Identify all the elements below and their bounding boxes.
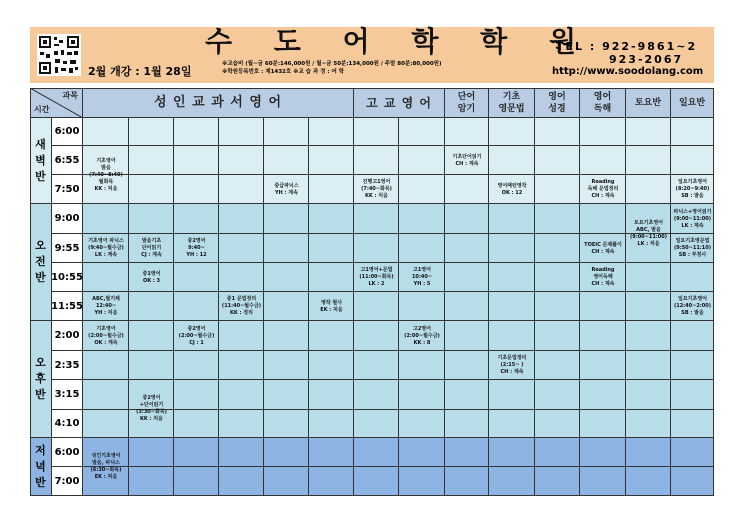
schedule-cell: [219, 351, 264, 380]
schedule-cell: [399, 351, 445, 380]
header-col-seonggyeong: 영어 성경: [535, 88, 580, 118]
schedule-cell: [580, 292, 626, 321]
class-entry-e21: 영작 필사 EK : 처음: [320, 299, 343, 313]
schedule-cell: [174, 263, 219, 292]
time-cell: 2:00: [52, 321, 83, 351]
schedule-cell: [626, 118, 671, 146]
schedule-cell: [354, 234, 399, 263]
schedule-cell: [535, 467, 580, 496]
time-cell: 2:35: [52, 351, 83, 380]
schedule-cell: [580, 351, 626, 380]
schedule-cell: [219, 175, 264, 204]
class-entry-e9: 발음기초 단어읽기 CJ : 계속: [141, 238, 162, 258]
fee-info: [222, 60, 442, 76]
schedule-cell: [219, 118, 264, 146]
schedule-cell: [535, 263, 580, 292]
schedule-cell: [399, 410, 445, 438]
schedule-cell: [83, 204, 129, 234]
class-entry-e18: Reading 영어독해 CH : 계속: [591, 267, 615, 287]
schedule-cell: [445, 321, 489, 351]
schedule-cell: [219, 263, 264, 292]
time-cell: 3:15: [52, 380, 83, 410]
schedule-cell: [264, 118, 309, 146]
class-entry-e24: 중2영어 (2:00~월수금) CJ : 1: [178, 325, 215, 346]
schedule-cell: [626, 438, 671, 467]
schedule-cell: [671, 118, 714, 146]
class-entry-e26: 기초문법정리 (2:15~ ) CH : 계속: [497, 355, 527, 375]
schedule-cell: [671, 467, 714, 496]
academy-title: 수 도 어 학 학 원: [205, 25, 593, 58]
schedule-cell: [445, 410, 489, 438]
schedule-cell: [445, 467, 489, 496]
corner-cell: [30, 88, 83, 118]
schedule-cell: [129, 175, 174, 204]
schedule-cell: [535, 380, 580, 410]
time-cell: 7:50: [52, 175, 83, 204]
class-entry-e14: 일요기초영문법 (9:50~11:10) SB : 부정사: [673, 238, 712, 258]
class-entry-e2: 중급파닉스 YH : 계속: [274, 182, 299, 196]
class-entry-e6: Reading 독해 문법정리 CH : 계속: [587, 179, 619, 199]
time-cell: 6:55: [52, 146, 83, 175]
schedule-cell: [580, 146, 626, 175]
class-entry-e7: 일요기초영어 (8:20~9:40) SB : 발음: [675, 179, 710, 199]
schedule-cell: [174, 438, 219, 467]
header-col-gicho: 기초 영문법: [489, 88, 535, 118]
schedule-cell: [174, 351, 219, 380]
schedule-cell: [535, 175, 580, 204]
schedule-cell: [489, 234, 535, 263]
class-entry-e3: 진행고1영어 (7:40~화목) KK : 처음: [361, 179, 392, 199]
schedule-cell: [671, 351, 714, 380]
class-entry-e22: 일요기초영어 (12:40~2:00) SB : 발음: [673, 296, 712, 316]
schedule-cell: [219, 410, 264, 438]
class-entry-e12: 토요기초영어 ABC, 발음 (9:00~11:00) LK : 처음: [629, 219, 668, 247]
time-cell: 6:00: [52, 438, 83, 467]
schedule-cell: [264, 380, 309, 410]
period-label-3: 저 녁 반: [30, 438, 52, 496]
schedule-cell: [671, 263, 714, 292]
schedule-cell: [219, 380, 264, 410]
schedule-cell: [174, 118, 219, 146]
schedule-cell: [671, 321, 714, 351]
schedule-cell: [626, 467, 671, 496]
schedule-cell: [580, 467, 626, 496]
schedule-cell: [264, 410, 309, 438]
schedule-cell: [309, 380, 354, 410]
schedule-cell: [354, 467, 399, 496]
time-cell: 9:55: [52, 234, 83, 263]
schedule-cell: [399, 380, 445, 410]
schedule-cell: [535, 234, 580, 263]
schedule-cell: [309, 263, 354, 292]
schedule-cell: [535, 292, 580, 321]
schedule-cell: [174, 204, 219, 234]
schedule-cell: [174, 146, 219, 175]
schedule-cell: [399, 175, 445, 204]
schedule-cell: [626, 146, 671, 175]
schedule-cell: [535, 118, 580, 146]
schedule-cell: [445, 204, 489, 234]
fee-line: ※교습비 (월~금 60분:146,000원 / 월~금 50분:134,000원 / 주말 80분:80,000원): [222, 61, 442, 67]
schedule-cell: [219, 234, 264, 263]
schedule-cell: [309, 175, 354, 204]
schedule-cell: [535, 321, 580, 351]
schedule-cell: [309, 204, 354, 234]
corner-time-label: 시간: [34, 105, 50, 114]
schedule-cell: [445, 292, 489, 321]
schedule-cell: [445, 380, 489, 410]
schedule-cell: [399, 292, 445, 321]
schedule-cell: [445, 118, 489, 146]
schedule-cell: [399, 204, 445, 234]
schedule-cell: [129, 204, 174, 234]
schedule-cell: [626, 380, 671, 410]
schedule-cell: [219, 438, 264, 467]
schedule-cell: [354, 292, 399, 321]
opening-date: 2월 개강 : 1월 28일: [88, 65, 192, 78]
schedule-cell: [445, 234, 489, 263]
schedule-cell: [264, 234, 309, 263]
schedule-cell: [580, 410, 626, 438]
class-entry-e20: 중1 문법정리 (11:40~월수금) KK : 정리: [221, 296, 262, 316]
schedule-cell: [83, 118, 129, 146]
schedule-cell: [626, 410, 671, 438]
schedule-cell: [535, 438, 580, 467]
schedule-cell: [489, 321, 535, 351]
schedule-cell: [354, 118, 399, 146]
schedule-cell: [309, 234, 354, 263]
time-cell: 6:00: [52, 118, 83, 146]
schedule-cell: [129, 292, 174, 321]
schedule-cell: [671, 380, 714, 410]
schedule-cell: [309, 351, 354, 380]
schedule-cell: [580, 380, 626, 410]
header-col-gogyo: 고 교 영 어: [354, 88, 445, 118]
class-entry-e11: TOEIC 문제풀이 CH : 계속: [584, 241, 622, 255]
time-cell: 9:00: [52, 204, 83, 234]
schedule-cell: [83, 351, 129, 380]
schedule-cell: [399, 118, 445, 146]
tel-line-2: 923-2067: [609, 53, 684, 66]
schedule-cell: [489, 380, 535, 410]
schedule-cell: [489, 204, 535, 234]
header-col-danuh: 단어 암기: [445, 88, 489, 118]
schedule-cell: [83, 380, 129, 410]
schedule-cell: [264, 292, 309, 321]
schedule-cell: [580, 438, 626, 467]
schedule-cell: [264, 467, 309, 496]
schedule-cell: [399, 146, 445, 175]
schedule-cell: [174, 467, 219, 496]
time-cell: 11:55: [52, 292, 83, 321]
schedule-cell: [489, 467, 535, 496]
schedule-cell: [626, 175, 671, 204]
schedule-cell: [489, 410, 535, 438]
schedule-cell: [174, 380, 219, 410]
schedule-cell: [489, 438, 535, 467]
schedule-cell: [626, 351, 671, 380]
schedule-cell: [83, 263, 129, 292]
schedule-cell: [219, 204, 264, 234]
website-url: http://www.soodolang.com: [552, 66, 704, 77]
schedule-cell: [626, 292, 671, 321]
schedule-cell: [129, 351, 174, 380]
schedule-cell: [129, 438, 174, 467]
class-entry-e15: 중1영어 OK : 3: [142, 270, 161, 284]
schedule-cell: [264, 321, 309, 351]
schedule-cell: [309, 118, 354, 146]
header-col-sungin: 성 인 교 과 서 영 어: [83, 88, 354, 118]
schedule-cell: [174, 410, 219, 438]
schedule-cell: [489, 263, 535, 292]
schedule-cell: [445, 438, 489, 467]
schedule-cell: [354, 321, 399, 351]
class-entry-e8: 기초영어 파닉스 (9:40~월수금) LK : 계속: [88, 238, 124, 258]
schedule-cell: [580, 204, 626, 234]
schedule-cell: [399, 467, 445, 496]
schedule-cell: [83, 410, 129, 438]
schedule-cell: [264, 204, 309, 234]
schedule-cell: [354, 380, 399, 410]
qr-code-icon: [37, 34, 81, 76]
class-entry-e27: 중2영어 +단어읽기 (3:30~화목) KK : 처음: [136, 395, 167, 422]
class-entry-e4: 기초단어읽기 CH : 계속: [452, 153, 482, 167]
schedule-cell: [489, 292, 535, 321]
schedule-cell: [399, 234, 445, 263]
schedule-cell: [671, 146, 714, 175]
schedule-cell: [174, 292, 219, 321]
registration-line: ※학원등록번호 : 제1432호 ※교 습 과 정 : 어 학: [222, 69, 345, 75]
schedule-cell: [445, 351, 489, 380]
schedule-cell: [174, 175, 219, 204]
schedule-cell: [489, 146, 535, 175]
schedule-cell: [309, 321, 354, 351]
telephone: [556, 40, 697, 66]
corner-subject-label: 과목: [62, 91, 78, 100]
class-entry-e10: 중2영어 9:40~ YH : 12: [186, 238, 207, 258]
schedule-cell: [219, 146, 264, 175]
schedule-cell: [535, 146, 580, 175]
schedule-cell: [535, 204, 580, 234]
schedule-cell: [399, 438, 445, 467]
schedule-cell: [309, 467, 354, 496]
time-cell: 7:00: [52, 467, 83, 496]
schedule-cell: [671, 438, 714, 467]
schedule-cell: [309, 146, 354, 175]
schedule-cell: [354, 410, 399, 438]
class-entry-e13: 파닉스+영어읽기 (9:00~11:00) LK : 계속: [673, 208, 712, 229]
schedule-cell: [626, 321, 671, 351]
schedule-cell: [129, 118, 174, 146]
class-entry-e19: ABC,필기체 12:40~ YH : 처음: [92, 296, 120, 316]
schedule-cell: [129, 146, 174, 175]
schedule-cell: [354, 351, 399, 380]
schedule-cell: [580, 118, 626, 146]
period-label-1: 오 전 반: [30, 204, 52, 321]
class-entry-e16: 고1영어+문법 (11:00~화목) LK : 2: [359, 267, 394, 287]
schedule-cell: [309, 438, 354, 467]
schedule-cell: [489, 118, 535, 146]
schedule-cell: [445, 175, 489, 204]
time-cell: 4:10: [52, 410, 83, 438]
schedule-cell: [626, 263, 671, 292]
schedule-cell: [309, 410, 354, 438]
header-col-sunday: 일요반: [671, 88, 714, 118]
class-entry-e1: 기초영어 발음 (7:40~8:40) 월화목 KK : 처음: [89, 157, 123, 192]
class-entry-e23: 기초영어 (2:00~월수금) OK : 계속: [88, 325, 124, 346]
period-label-0: 새 벽 반: [30, 118, 52, 204]
schedule-cell: [354, 146, 399, 175]
time-cell: 10:55: [52, 263, 83, 292]
schedule-cell: [354, 204, 399, 234]
schedule-cell: [219, 321, 264, 351]
schedule-cell: [219, 467, 264, 496]
class-entry-e28: 성인기초영어 발음, 파닉스 (6:30~화목) EK : 처음: [90, 453, 122, 480]
class-entry-e5: 영어패턴영작 OK : 12: [497, 182, 527, 196]
header-col-saturday: 토요반: [626, 88, 671, 118]
schedule-cell: [445, 263, 489, 292]
schedule-cell: [129, 467, 174, 496]
tel-line-1: TEL : 922-9861~2: [556, 40, 698, 53]
schedule-cell: [264, 263, 309, 292]
schedule-cell: [264, 438, 309, 467]
schedule-cell: [671, 410, 714, 438]
schedule-cell: [264, 351, 309, 380]
schedule-cell: [580, 321, 626, 351]
schedule-cell: [264, 146, 309, 175]
class-entry-e25: 고2영어 (2:00~월수금) KK : 8: [404, 325, 440, 346]
schedule-cell: [535, 410, 580, 438]
schedule-cell: [535, 351, 580, 380]
class-entry-e17: 고1영어 10:40~ YH : 5: [411, 267, 433, 287]
schedule-cell: [129, 321, 174, 351]
period-label-2: 오 후 반: [30, 321, 52, 438]
header-col-dokhae: 영어 독해: [580, 88, 626, 118]
schedule-cell: [354, 438, 399, 467]
